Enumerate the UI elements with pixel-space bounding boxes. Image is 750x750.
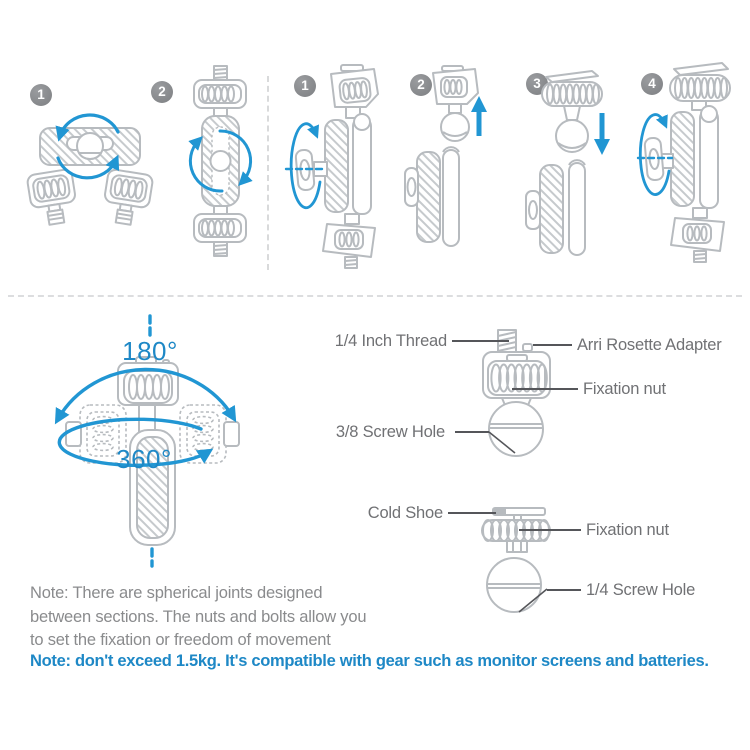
rotation-180-label: 180° (122, 336, 178, 366)
step-badge-right-3: 3 (526, 73, 548, 95)
arrow-up (471, 96, 487, 136)
callout-label-arri-rosette-adapter: Arri Rosette Adapter (577, 336, 722, 354)
assembly-step-4-diagram (638, 58, 750, 270)
note-spherical-joints (30, 582, 450, 653)
callout-line-fixation-bottom (519, 529, 581, 531)
note-line-2: between sections. The nuts and bolts allow you (30, 607, 367, 626)
cold-shoe-part-diagram (455, 496, 590, 618)
assembly-step-3-diagram (520, 63, 630, 258)
note-line-1: Note: There are spherical joints designed (30, 584, 323, 602)
callout-label-quarter-screw-hole: 1/4 Screw Hole (586, 581, 696, 599)
magic-arm-side-rotation-diagram (186, 64, 286, 260)
callout-line-thread (452, 340, 509, 342)
callout-line-cold-shoe (448, 512, 496, 514)
arrow-down (594, 113, 610, 155)
assembly-step-1-diagram (285, 62, 385, 270)
callout-line-arri (533, 344, 572, 346)
step-badge-right-1: 1 (294, 75, 316, 97)
callout-label-fixation-nut-top: Fixation nut (583, 380, 666, 398)
note-weight-limit: Note: don't exceed 1.5kg. It's compatible with gear such as monitor screens and batteries. (30, 652, 709, 670)
step-badge-left-1: 1 (30, 84, 52, 106)
note-line-3: to set the fixation or freedom of movement (30, 631, 331, 649)
callout-label-fixation-nut-bottom: Fixation nut (586, 521, 669, 539)
rotation-360-label: 360° (116, 444, 172, 474)
callout-line-screw14 (547, 589, 581, 591)
callout-label-quarter-inch-thread: 1/4 Inch Thread (334, 332, 447, 350)
step-badge-right-2: 2 (410, 74, 432, 96)
assembly-step-2-diagram (405, 64, 497, 249)
step-badge-left-2: 2 (151, 81, 173, 103)
callout-label-three-eighth-screw-hole: 3/8 Screw Hole (335, 423, 445, 441)
callout-label-cold-shoe: Cold Shoe (367, 504, 443, 522)
callout-line-screw38 (455, 431, 489, 433)
callout-line-fixation-top (512, 388, 578, 390)
horizontal-dashed-divider (8, 295, 742, 297)
step-badge-right-4: 4 (641, 73, 663, 95)
